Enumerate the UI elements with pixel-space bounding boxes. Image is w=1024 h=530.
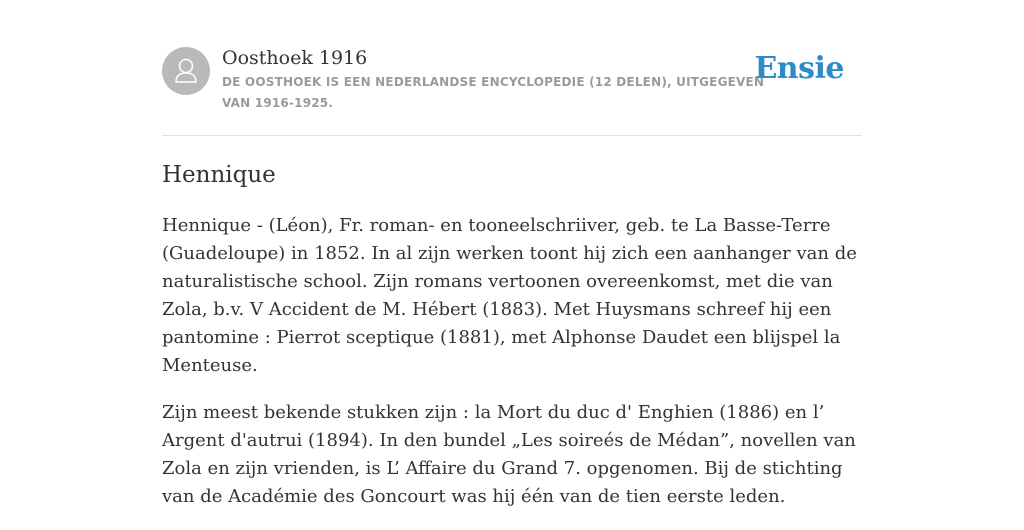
entry-card: [162, 0, 862, 507]
brand-logo[interactable]: Ensie: [754, 51, 844, 86]
entry-paragraph: Zijn meest bekende stukken zijn : la Mort du duc d' Enghien (1886) en l’ Argent d'autrui (1894). In den bundel „Les soireés de Médan”, novellen van Zola en zijn vrienden, is L’ Affaire du Grand 7. opgenomen. Bij de stichting van de Académie des Goncourt was hij één van de tien eerste leden.: [162, 402, 856, 507]
entry-title: Hennique: [162, 162, 276, 188]
user-avatar-icon[interactable]: [162, 47, 210, 95]
entry-paragraph: Hennique - (Léon), Fr. roman- en tooneelschriiver, geb. te La Basse-Terre (Guadeloupe) in 1852. In al zijn werken toont hij zich een aanhanger van de naturalistische school. Zijn romans vertoonen overeenkomst, met die van Zola, b.v. V Accident de M. Hébert (1883). Met Huysmans schreef hij een pantomine : Pierrot sceptique (1881), met Alphonse Daudet een blijspel la Menteuse.: [162, 215, 857, 376]
source-description: DE OOSTHOEK IS EEN NEDERLANDSE ENCYCLOPEDIE (12 DELEN), UITGEGEVEN VAN 1916-1925.: [222, 75, 765, 110]
source-title[interactable]: Oosthoek 1916: [222, 47, 368, 69]
entry-body: [162, 212, 862, 530]
source-header: [162, 0, 862, 136]
